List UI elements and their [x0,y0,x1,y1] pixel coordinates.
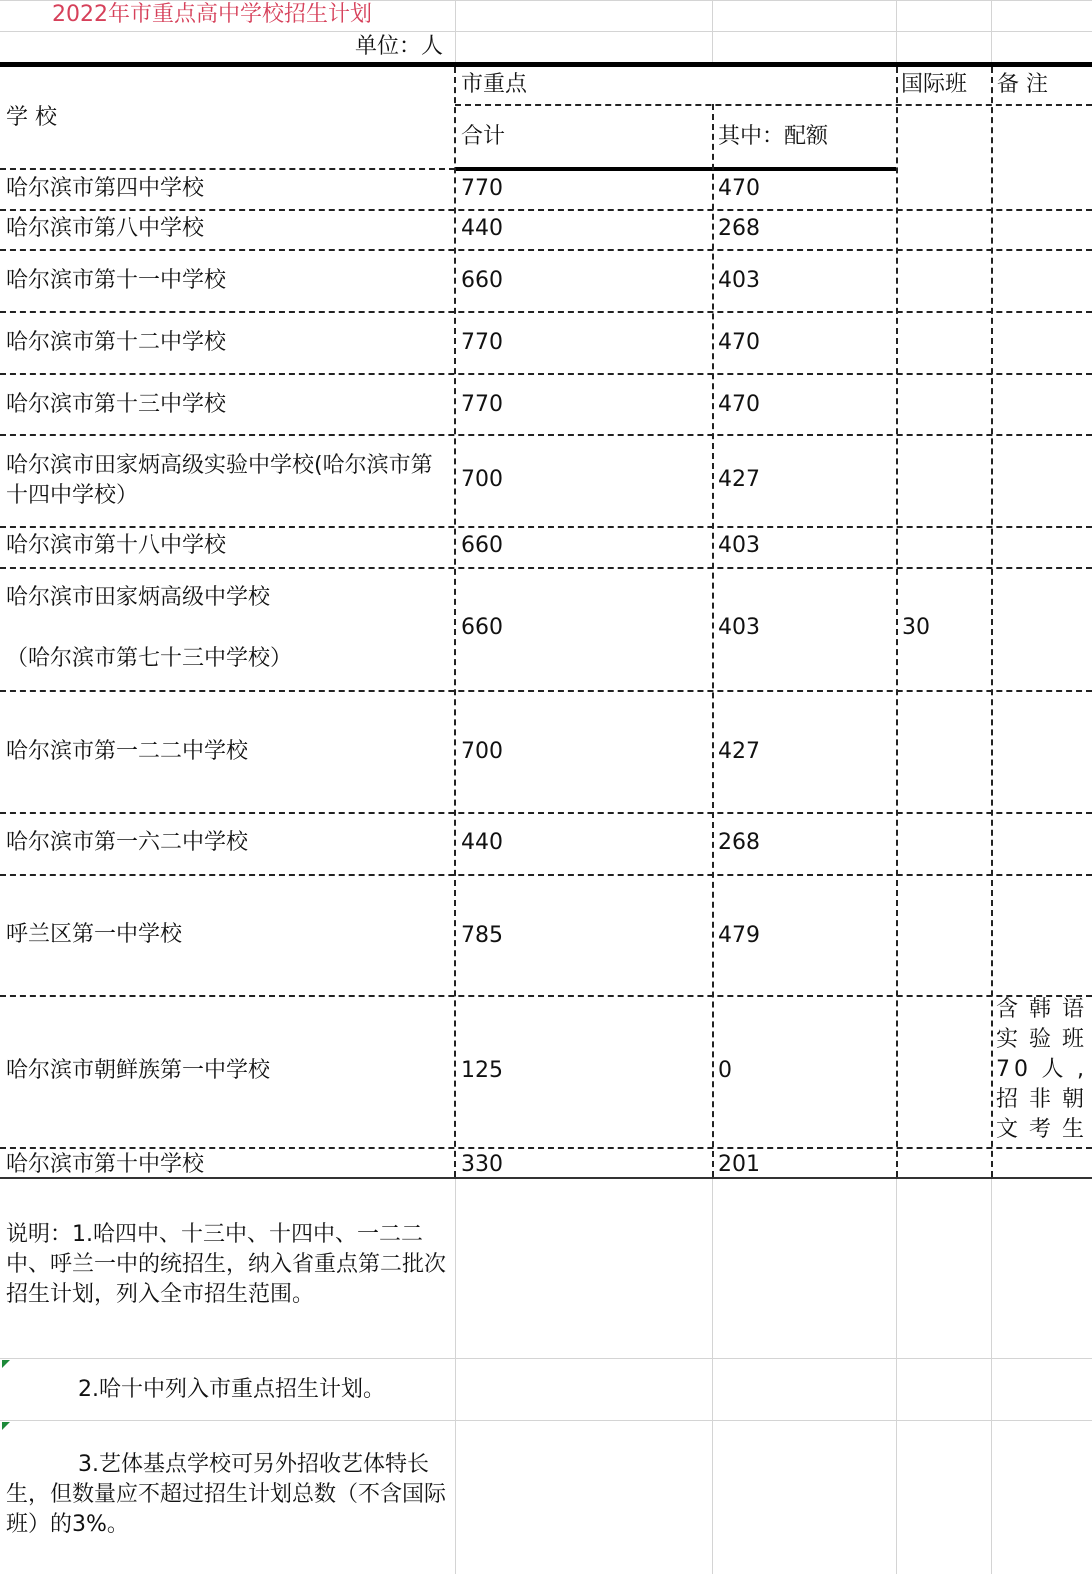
row-remark: 含韩语实验班70人,招非朝文考生 [996,997,1088,1142]
row-school: 哈尔滨市田家炳高级中学校 [6,585,271,610]
grid-line [0,874,1092,876]
row-school: 哈尔滨市朝鲜族第一中学校 [6,1058,271,1083]
row-school: 哈尔滨市第十二中学校 [6,330,227,355]
row-total: 770 [461,176,503,201]
grid-line [0,690,1092,692]
row-school: 哈尔滨市第一二二中学校 [6,739,249,764]
note-1: 说明：1.哈四中、十三中、十四中、一二二中、呼兰一中的统招生，纳入省重点第二批次招生计划，列入全市招生范围。 [6,1222,447,1307]
grid-line [454,67,456,1177]
grid-line [0,434,1092,436]
grid-line [455,1179,456,1574]
grid-line [0,1147,1092,1149]
header-city-key: 市重点 [461,72,528,97]
header-top-border [0,62,1092,67]
row-quota: 403 [718,268,760,293]
grid-line [0,567,1092,569]
row-quota: 268 [718,216,760,241]
grid-line [991,1179,992,1574]
header-total: 合计 [461,124,506,149]
note-3: 3.艺体基点学校可另外招收艺体特长生，但数量应不超过招生计划总数（不含国际班）的3%。 [6,1452,447,1537]
grid-line [991,67,993,1177]
row-total: 125 [461,1058,503,1083]
row-quota: 0 [718,1058,732,1083]
grid-line [712,0,713,62]
row-school: 哈尔滨市第四中学校 [6,176,205,201]
row-quota: 403 [718,533,760,558]
grid-line [455,104,1092,106]
row-total: 330 [461,1152,503,1177]
grid-line [0,812,1092,814]
row-quota: 470 [718,330,760,355]
header-quota: 其中：配额 [718,124,829,149]
grid-line [0,1358,1092,1359]
row-quota: 470 [718,392,760,417]
row-quota: 268 [718,830,760,855]
note-2: 2.哈十中列入市重点招生计划。 [78,1377,385,1402]
row-school: 哈尔滨市第八中学校 [6,216,205,241]
grid-line [712,1179,713,1574]
comment-marker [2,1360,10,1368]
row-total: 700 [461,467,503,492]
row-total: 770 [461,392,503,417]
unit-label: 单位：人 [355,34,444,59]
grid-line [712,104,714,1177]
row-total: 440 [461,216,503,241]
row-total: 660 [461,268,503,293]
grid-line [0,311,1092,313]
row-total: 440 [461,830,503,855]
header-remark: 备 注 [997,72,1048,97]
grid-line [0,249,1092,251]
row-quota: 403 [718,615,760,640]
row-school: 哈尔滨市第十八中学校 [6,533,227,558]
row-total: 700 [461,739,503,764]
row-intl: 30 [902,615,930,640]
header-sub-border [455,167,896,171]
row-school: 哈尔滨市第十三中学校 [6,392,227,417]
grid-line [896,1179,897,1574]
row-school: 哈尔滨市田家炳高级实验中学校(哈尔滨市第十四中学校） [6,453,433,508]
grid-line [0,31,1092,32]
row-quota: 427 [718,467,760,492]
grid-line [0,168,455,170]
row-school-line2: （哈尔滨市第七十三中学校） [6,646,293,671]
grid-line [896,67,898,1177]
row-school: 哈尔滨市第一六二中学校 [6,830,249,855]
row-quota: 470 [718,176,760,201]
row-school: 呼兰区第一中学校 [6,922,183,947]
grid-line [991,0,992,62]
row-school: 哈尔滨市第十中学校 [6,1152,205,1177]
row-total: 785 [461,923,503,948]
grid-line [0,995,1092,997]
header-school: 学 校 [6,105,57,130]
row-total: 660 [461,615,503,640]
row-quota: 201 [718,1152,760,1177]
row-quota: 479 [718,923,760,948]
row-total: 770 [461,330,503,355]
sheet-title: 2022年市重点高中学校招生计划 [52,2,372,27]
grid-line [0,373,1092,375]
grid-line [0,526,1092,528]
comment-marker [2,1422,10,1430]
grid-line [455,0,456,62]
grid-line [0,209,1092,211]
row-school: 哈尔滨市第十一中学校 [6,268,227,293]
header-intl: 国际班 [901,72,968,97]
grid-line [0,1420,1092,1421]
row-total: 660 [461,533,503,558]
grid-line [896,0,897,62]
row-quota: 427 [718,739,760,764]
